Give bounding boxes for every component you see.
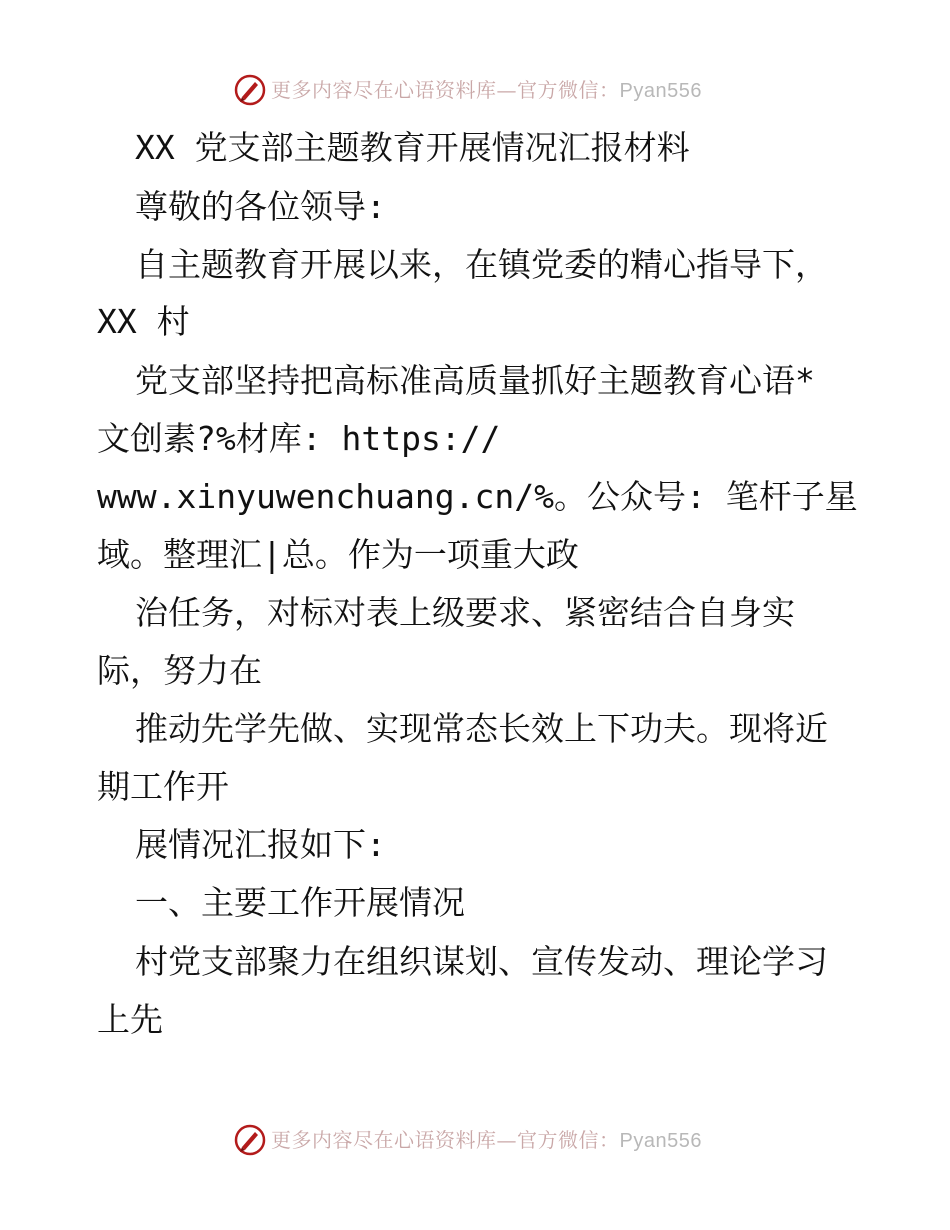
pen-logo-icon (233, 1123, 267, 1157)
body-line: 文创素?%材库: https:// (97, 419, 501, 458)
banner-text: 更多内容尽在心语资料库—官方微信：Pyan556 (271, 78, 702, 102)
body-line: www.xinyuwenchuang.cn/%。公众号: 笔杆子星 (97, 477, 858, 516)
salutation: 尊敬的各位领导: (135, 187, 386, 226)
body-line: 期工作开 (97, 767, 229, 806)
body-line: 展情况汇报如下: (135, 825, 386, 864)
body-line: XX 村 (97, 302, 190, 341)
document-title: XX 党支部主题教育开展情况汇报材料 (135, 128, 690, 167)
body-line: 党支部坚持把高标准高质量抓好主题教育心语* (135, 361, 815, 400)
banner-wechat: Pyan556 (619, 80, 702, 102)
banner-wechat: Pyan556 (619, 1130, 702, 1152)
body-line: 际，努力在 (97, 651, 262, 690)
banner-text: 更多内容尽在心语资料库—官方微信：Pyan556 (271, 1128, 702, 1152)
body-line: 域。整理汇|总。作为一项重大政 (97, 535, 579, 574)
body-line: 上先 (97, 1000, 163, 1039)
body-line: 推动先学先做、实现常态长效上下功夫。现将近 (135, 709, 828, 748)
body-line: 村党支部聚力在组织谋划、宣传发动、理论学习 (135, 942, 828, 981)
body-line: 自主题教育开展以来，在镇党委的精心指导下， (135, 245, 828, 284)
section-heading: 一、主要工作开展情况 (135, 883, 465, 922)
footer-watermark-banner (0, 1121, 950, 1161)
body-line: 治任务，对标对表上级要求、紧密结合自身实 (135, 593, 795, 632)
